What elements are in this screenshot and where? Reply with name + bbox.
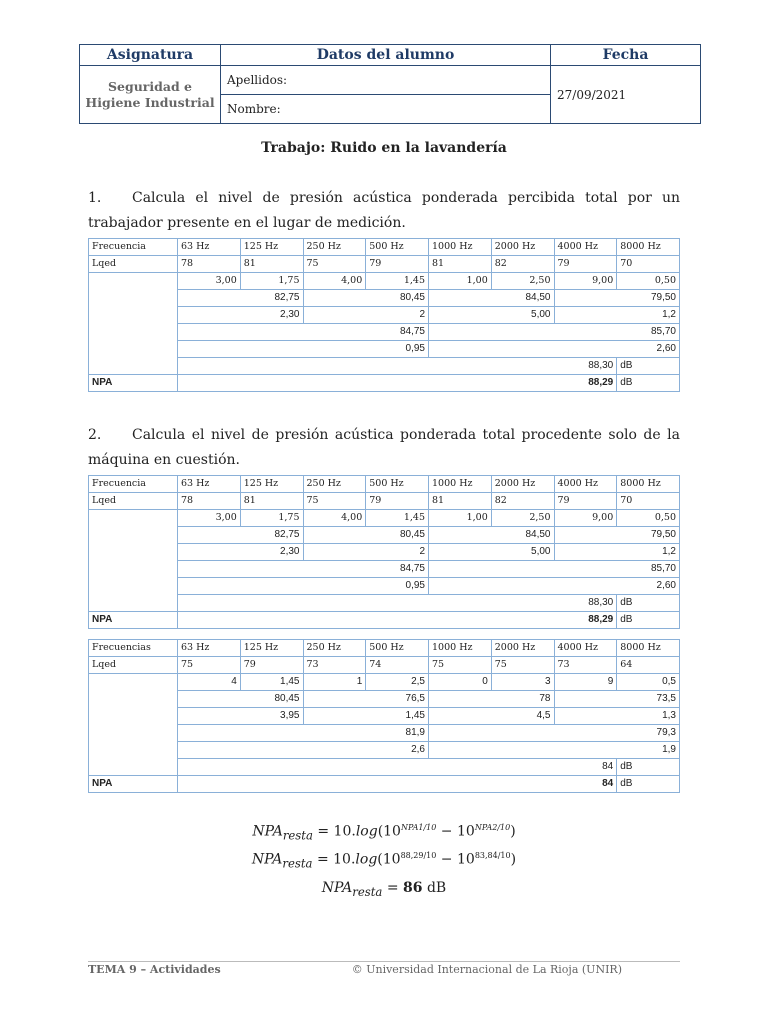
freq-cell: 125 Hz (240, 239, 303, 256)
diff-cell: 4,5 (429, 708, 555, 725)
diff-cell: 2,6 (178, 742, 429, 759)
diff-cell: 3,00 (178, 510, 241, 527)
sum-cell: 80,45 (303, 290, 429, 307)
lqed-cell: 75 (491, 657, 554, 674)
npa-value: 84 (178, 776, 617, 793)
freq-cell: 2000 Hz (491, 640, 554, 657)
formula-1 (0, 823, 768, 842)
lqed-cell: 75 (303, 256, 366, 273)
footer-divider (88, 961, 680, 962)
diff-cell: 1,2 (554, 307, 680, 324)
formula-eq: = 10. (312, 851, 356, 868)
sum-cell: 84,50 (429, 527, 555, 544)
blank-label-cell (89, 674, 178, 776)
noise-table-3 (88, 639, 680, 793)
diff-cell: 1,45 (303, 708, 429, 725)
diff-cell: 5,00 (429, 307, 555, 324)
question-2 (88, 423, 680, 473)
formula-exp: NPA2/10 (474, 823, 511, 832)
freq-cell: 4000 Hz (554, 476, 617, 493)
sum-cell: 84,75 (178, 561, 429, 578)
formula-exp: NPA1/10 (400, 823, 437, 832)
freq-cell: 125 Hz (240, 476, 303, 493)
document-title: Trabajo: Ruido en la lavandería (261, 140, 507, 156)
freq-label: Frecuencias (89, 640, 178, 657)
lqed-cell: 79 (366, 493, 429, 510)
diff-cell: 2,50 (491, 273, 554, 290)
subject-line-2: Higiene Industrial (85, 94, 215, 110)
freq-cell: 8000 Hz (617, 476, 680, 493)
question-2-text: Calcula el nivel de presión acústica ponderada total procedente solo de la máquina en cuestión. (88, 427, 680, 468)
surname-field: Apellidos: (221, 66, 551, 95)
sum-cell: 76,5 (303, 691, 429, 708)
diff-cell: 4,00 (303, 273, 366, 290)
subject-line-1: Seguridad e (107, 78, 193, 94)
sum-cell: 79,50 (554, 290, 680, 307)
formula-npa: NPA (251, 851, 283, 868)
formula-2 (0, 851, 768, 870)
formula-exp: 83,84/10 (474, 851, 511, 860)
freq-cell: 2000 Hz (491, 239, 554, 256)
diff-cell: 0,95 (178, 578, 429, 595)
freq-cell: 500 Hz (366, 476, 429, 493)
freq-cell: 1000 Hz (429, 239, 492, 256)
formula-eq: = 10. (312, 823, 356, 840)
formula-result: 86 (403, 880, 423, 896)
sum-cell: 80,45 (178, 691, 304, 708)
diff-cell: 2,50 (491, 510, 554, 527)
name-field: Nombre: (221, 95, 551, 124)
date-column-header: Fecha (551, 45, 701, 66)
freq-cell: 8000 Hz (617, 640, 680, 657)
diff-cell: 1,45 (366, 510, 429, 527)
subject-cell (80, 66, 221, 124)
formula-minus: − 10 (436, 823, 475, 840)
freq-cell: 63 Hz (178, 640, 241, 657)
npa-label: NPA (89, 612, 178, 629)
freq-cell: 250 Hz (303, 239, 366, 256)
lqed-cell: 74 (366, 657, 429, 674)
diff-cell: 0,50 (617, 273, 680, 290)
freq-cell: 2000 Hz (491, 476, 554, 493)
diff-cell: 1,75 (240, 510, 303, 527)
question-1-text: Calcula el nivel de presión acústica ponderada percibida total por un trabajador presente en el lugar de medición. (88, 190, 680, 231)
lqed-cell: 79 (554, 493, 617, 510)
sum-cell: 82,75 (178, 290, 304, 307)
unit-cell: dB (617, 612, 680, 629)
diff-cell: 4 (178, 674, 241, 691)
diff-cell: 0,50 (617, 510, 680, 527)
sum-cell: 79,50 (554, 527, 680, 544)
lqed-cell: 81 (240, 256, 303, 273)
diff-cell: 3 (491, 674, 554, 691)
unit-cell: dB (617, 776, 680, 793)
freq-cell: 500 Hz (366, 239, 429, 256)
lqed-cell: 73 (554, 657, 617, 674)
noise-table-1 (88, 238, 680, 392)
date-cell: 27/09/2021 (551, 66, 701, 124)
formula-exp: 88,29/10 (400, 851, 437, 860)
total-cell: 88,30 (178, 358, 617, 375)
sum-cell: 81,9 (178, 725, 429, 742)
diff-cell: 1,75 (240, 273, 303, 290)
formula-sub: resta (282, 828, 313, 843)
diff-cell: 1,3 (554, 708, 680, 725)
freq-cell: 250 Hz (303, 476, 366, 493)
diff-cell: 1,9 (429, 742, 680, 759)
lqed-cell: 82 (491, 256, 554, 273)
freq-cell: 125 Hz (240, 640, 303, 657)
formula-close: ) (510, 823, 516, 840)
formula-sub: resta (282, 856, 313, 871)
formula-minus: − 10 (436, 851, 475, 868)
lqed-cell: 75 (303, 493, 366, 510)
diff-cell: 2,30 (178, 544, 304, 561)
diff-cell: 4,00 (303, 510, 366, 527)
formula-close: ) (510, 851, 517, 868)
formula-log: log (355, 851, 378, 868)
unit-cell: dB (617, 358, 680, 375)
question-1 (88, 186, 680, 236)
lqed-label: Lqed (89, 657, 178, 674)
lqed-cell: 75 (178, 657, 241, 674)
lqed-cell: 79 (240, 657, 303, 674)
diff-cell: 3,95 (178, 708, 304, 725)
lqed-label: Lqed (89, 493, 178, 510)
blank-label-cell (89, 273, 178, 375)
blank-label-cell (89, 510, 178, 612)
lqed-cell: 78 (178, 256, 241, 273)
diff-cell: 2,60 (429, 341, 680, 358)
diff-cell: 1,2 (554, 544, 680, 561)
diff-cell: 2 (303, 544, 429, 561)
lqed-cell: 64 (617, 657, 680, 674)
diff-cell: 1 (303, 674, 366, 691)
npa-value: 88,29 (178, 612, 617, 629)
formula-npa: NPA (252, 823, 283, 840)
freq-cell: 250 Hz (303, 640, 366, 657)
lqed-cell: 70 (617, 493, 680, 510)
diff-cell: 2,60 (429, 578, 680, 595)
diff-cell: 2,5 (366, 674, 429, 691)
lqed-cell: 81 (429, 493, 492, 510)
freq-cell: 63 Hz (178, 239, 241, 256)
formula-open: (10 (377, 851, 401, 868)
freq-cell: 1000 Hz (429, 476, 492, 493)
lqed-cell: 70 (617, 256, 680, 273)
sum-cell: 82,75 (178, 527, 304, 544)
diff-cell: 5,00 (429, 544, 555, 561)
footer-copyright: © Universidad Internacional de La Rioja (UNIR) (351, 963, 622, 976)
total-cell: 88,30 (178, 595, 617, 612)
unit-cell: dB (617, 759, 680, 776)
freq-cell: 500 Hz (366, 640, 429, 657)
sum-cell: 78 (429, 691, 555, 708)
npa-value: 88,29 (178, 375, 617, 392)
formula-sub: resta (352, 884, 383, 899)
formula-npa: NPA (321, 880, 353, 896)
freq-cell: 1000 Hz (429, 640, 492, 657)
sum-cell: 85,70 (429, 561, 680, 578)
lqed-cell: 82 (491, 493, 554, 510)
lqed-label: Lqed (89, 256, 178, 273)
freq-cell: 4000 Hz (554, 239, 617, 256)
student-column-header: Datos del alumno (221, 45, 551, 66)
sum-cell: 73,5 (554, 691, 680, 708)
sum-cell: 84,50 (429, 290, 555, 307)
formula-unit: dB (422, 880, 447, 896)
header-table (79, 44, 701, 124)
diff-cell: 1,00 (429, 273, 492, 290)
noise-table-2 (88, 475, 680, 629)
formula-log: log (355, 823, 378, 840)
lqed-cell: 81 (429, 256, 492, 273)
formula-3 (0, 880, 768, 899)
freq-label: Frecuencia (89, 476, 178, 493)
footer-topic: TEMA 9 – Actividades (88, 963, 221, 976)
question-2-number: 2. (88, 427, 102, 443)
unit-cell: dB (617, 375, 680, 392)
freq-label: Frecuencia (89, 239, 178, 256)
sum-cell: 80,45 (303, 527, 429, 544)
diff-cell: 0,5 (617, 674, 680, 691)
diff-cell: 2 (303, 307, 429, 324)
sum-cell: 79,3 (429, 725, 680, 742)
diff-cell: 9 (554, 674, 617, 691)
diff-cell: 9,00 (554, 273, 617, 290)
total-cell: 84 (178, 759, 617, 776)
diff-cell: 1,45 (240, 674, 303, 691)
question-1-number: 1. (88, 190, 102, 206)
diff-cell: 1,45 (366, 273, 429, 290)
formula-eq: = (382, 880, 404, 896)
diff-cell: 3,00 (178, 273, 241, 290)
diff-cell: 1,00 (429, 510, 492, 527)
sum-cell: 84,75 (178, 324, 429, 341)
lqed-cell: 73 (303, 657, 366, 674)
npa-label: NPA (89, 375, 178, 392)
unit-cell: dB (617, 595, 680, 612)
diff-cell: 0 (429, 674, 492, 691)
diff-cell: 9,00 (554, 510, 617, 527)
formula-open: (10 (377, 823, 401, 840)
diff-cell: 0,95 (178, 341, 429, 358)
diff-cell: 2,30 (178, 307, 304, 324)
lqed-cell: 75 (429, 657, 492, 674)
freq-cell: 63 Hz (178, 476, 241, 493)
lqed-cell: 79 (366, 256, 429, 273)
lqed-cell: 78 (178, 493, 241, 510)
subject-column-header: Asignatura (80, 45, 221, 66)
lqed-cell: 81 (240, 493, 303, 510)
npa-label: NPA (89, 776, 178, 793)
freq-cell: 8000 Hz (617, 239, 680, 256)
freq-cell: 4000 Hz (554, 640, 617, 657)
sum-cell: 85,70 (429, 324, 680, 341)
lqed-cell: 79 (554, 256, 617, 273)
